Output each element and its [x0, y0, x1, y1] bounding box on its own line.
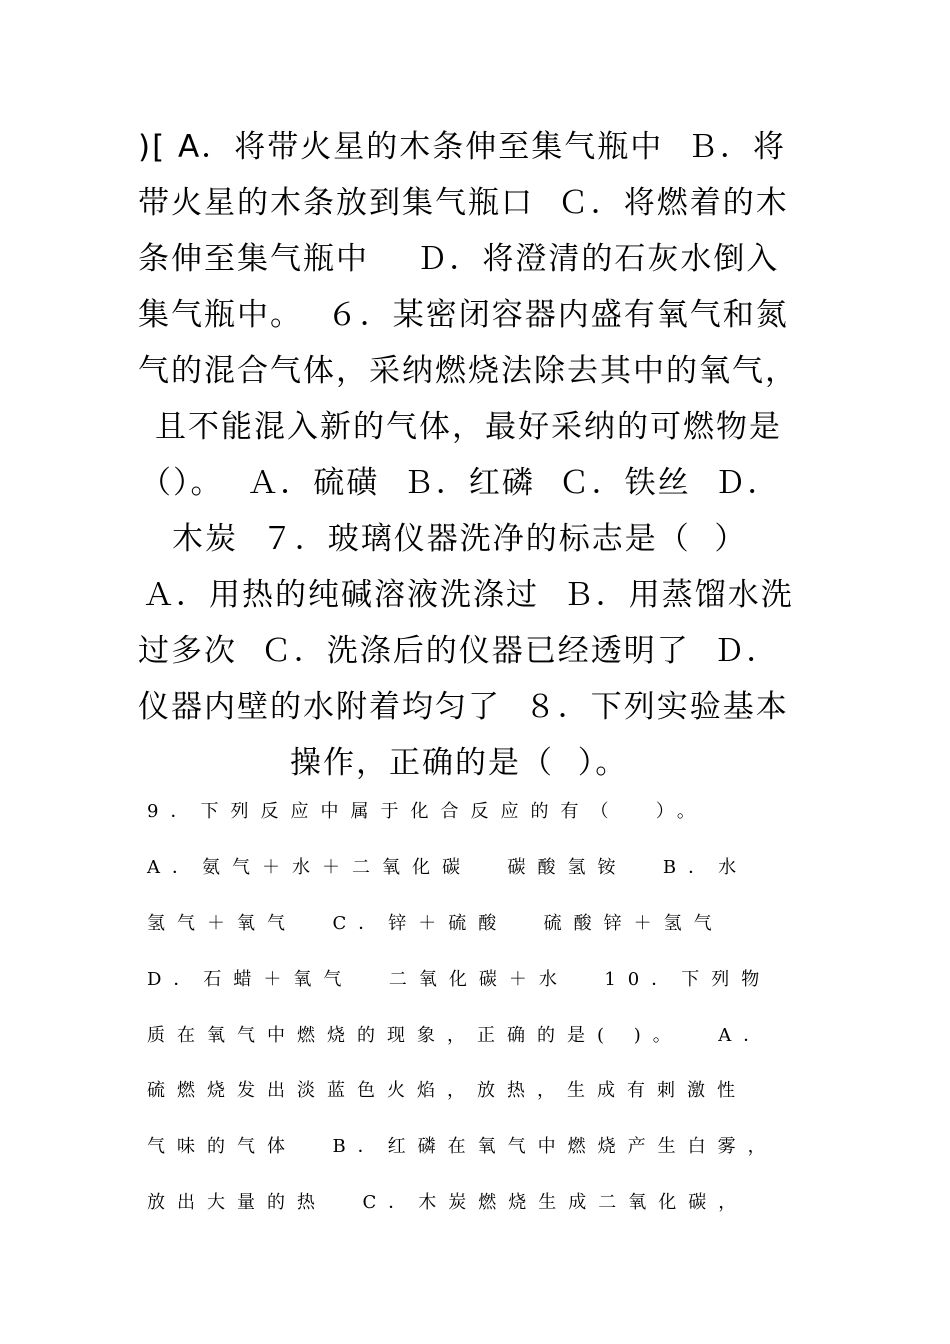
text-line: 木炭 ７．玻璃仪器洗净的标志是（ ） — [172, 521, 748, 557]
text-line: 仪器内壁的水附着均匀了 ８．下列实验基本 — [138, 689, 789, 725]
text-line: Ａ．用热的纯碱溶液洗涤过 Ｂ．用蒸馏水洗 — [143, 577, 794, 613]
text-line: 集气瓶中。 ６．某密闭容器内盛有氧气和氮 — [138, 297, 789, 333]
text-line: 带火星的木条放到集气瓶口 Ｃ．将燃着的木 — [138, 185, 789, 221]
text-line: )[ A．将带火星的木条伸至集气瓶中 Ｂ．将 — [138, 129, 786, 165]
text-line: 硫燃烧发出淡蓝色火焰，放热，生成有刺激性 — [147, 1080, 747, 1101]
text-line: 气味的气体 B．红磷在氧气中燃烧产生白雾， — [147, 1136, 778, 1157]
text-line: 9．下列反应中属于化合反应的有（ ）。 — [147, 801, 707, 822]
text-line: 且不能混入新的气体，最好采纳的可燃物是 — [155, 409, 782, 445]
text-line: 过多次 Ｃ．洗涤后的仪器已经透明了 Ｄ． — [138, 633, 780, 669]
text-line: 氢气＋氧气 C．锌＋硫酸 硫酸锌＋氢气 — [147, 913, 724, 934]
text-line: 气的混合气体，采纳燃烧法除去其中的氧气， — [138, 353, 798, 389]
text-line: A．氨气＋水＋二氧化碳 碳酸氢铵 B．水 — [147, 857, 749, 878]
text-line: 质在氧气中燃烧的现象，正确的是( )。 A． — [147, 1025, 774, 1046]
text-line: 操作，正确的是（ ）。 — [290, 745, 629, 781]
text-line: 放出大量的热 C．木炭燃烧生成二氧化碳， — [147, 1192, 749, 1213]
text-line: D．石蜡＋氧气 二氧化碳＋水 10．下列物 — [147, 969, 772, 990]
text-line: 条伸至集气瓶中 Ｄ．将澄清的石灰水倒入 — [138, 241, 780, 277]
text-line: （）。 Ａ．硫磺 Ｂ．红磷 Ｃ．铁丝 Ｄ． — [140, 465, 781, 501]
